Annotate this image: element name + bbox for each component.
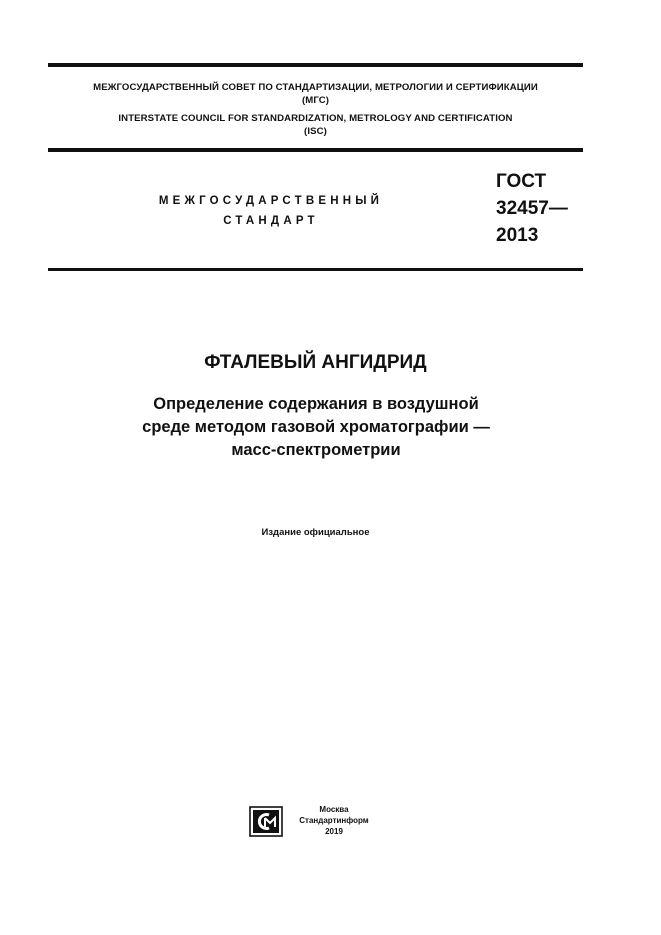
gost-year: 2013 — [496, 225, 539, 246]
document-subtitle — [60, 393, 572, 462]
publisher-block — [297, 804, 371, 837]
publisher-city: Москва — [319, 805, 349, 814]
standard-type — [140, 191, 402, 231]
designation-rule — [48, 268, 583, 271]
gost-number: 32457— — [496, 198, 568, 219]
document-title: ФТАЛЕВЫЙ АНГИДРИД — [204, 352, 427, 373]
council-ru-abbr: (МГС) — [301, 95, 330, 106]
publisher-year: 2019 — [325, 827, 343, 836]
standard-type-line2: СТАНДАРТ — [223, 215, 319, 227]
standartinform-logo-icon — [249, 806, 283, 837]
gost-label: ГОСТ — [496, 171, 547, 192]
edition-label: Издание официальное — [261, 527, 370, 538]
council-en-abbr: (ISC) — [304, 126, 327, 137]
council-ru-name: МЕЖГОСУДАРСТВЕННЫЙ СОВЕТ ПО СТАНДАРТИЗАЦИИ, МЕТРОЛОГИИ И СЕРТИФИКАЦИИ — [93, 82, 538, 93]
publisher-name: Стандартинформ — [299, 816, 369, 825]
council-en-name: INTERSTATE COUNCIL FOR STANDARDIZATION, METROLOGY AND CERTIFICATION — [118, 113, 513, 124]
subtitle-line2: среде методом газовой хроматографии — — [142, 418, 490, 436]
subtitle-line1: Определение содержания в воздушной — [153, 395, 479, 413]
subtitle-line3: масс-спектрометрии — [231, 441, 401, 459]
council-ru-block — [48, 81, 583, 107]
gost-designation — [496, 168, 568, 249]
top-rule — [48, 63, 583, 67]
header-rule — [48, 148, 583, 152]
standard-type-line1: МЕЖГОСУДАРСТВЕННЫЙ — [158, 195, 384, 207]
council-en-block — [48, 112, 583, 138]
